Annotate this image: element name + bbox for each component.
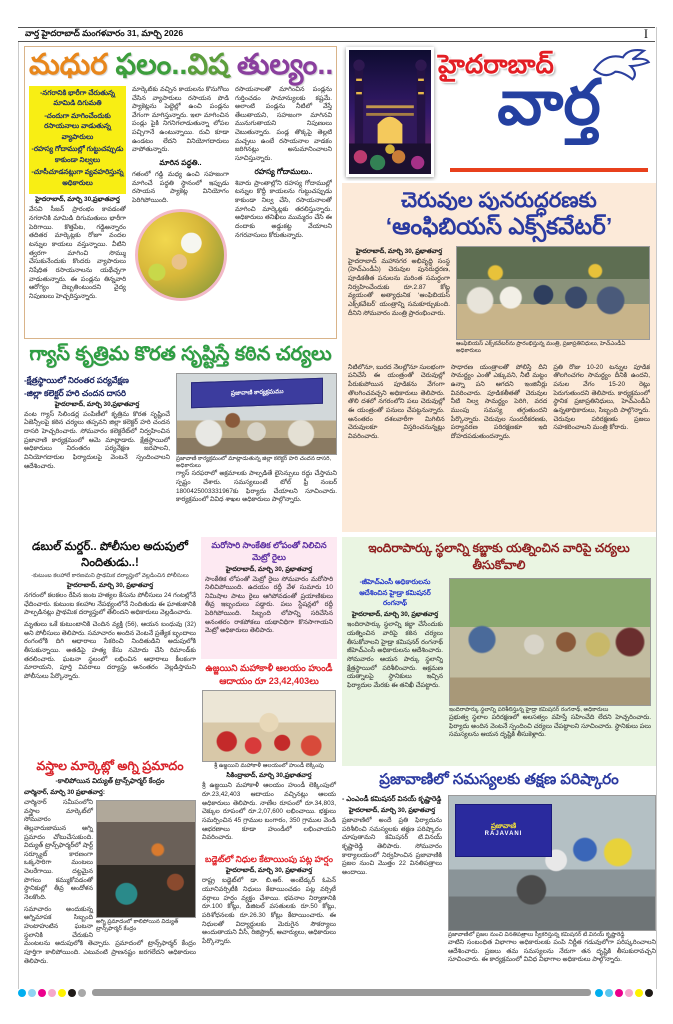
excavator-photo-caption: ఆంఫిబియస్ ఎక్స్‌కవేటర్‌ను ప్రారంభిస్తున్న మంత్రి, ప్రజాప్రతినిధులు, హెచ్ఎండీఏ అధికారులు <box>456 340 626 354</box>
registration-bar <box>92 989 591 996</box>
charminar-night-photo <box>346 47 434 177</box>
fire-body: సమాచారం అందుకున్న అగ్నిమాపక సిబ్బంది హుటాహుటిన ఘటనా స్థలానికి చేరుకుని మంటలను అదుపులోకి తెచ్చారు. ప్రమాదంలో ట్రాన్స్‌ఫార్మర్ కేంద్రం పూర్తిగా కాలిపోయింది. ఎటువంటి ప్రాణనష్టం జరగలేదని అధికారులు తెలిపారు. <box>24 905 196 965</box>
murder-kicker: -కుటుంబ కలహాలే కారణమని ప్రాథమిక దర్యాప్తులో వెల్లడించిన పోలీసులు <box>31 573 189 580</box>
mango-highlight-box <box>29 86 126 195</box>
excavator-launch-photo <box>456 246 650 340</box>
excavator-dateline: హైదరాబాద్, మార్చి 30, ప్రభాతవార్త <box>355 247 443 255</box>
edition-line: వార్త హైదరాబాద్ మంగళవారం 31, మార్చి 2026 <box>25 28 184 38</box>
prajavani-photo-block <box>448 795 656 968</box>
prajavani-photo-caption: ప్రజావాణిలో ప్రజల నుంచి వినతిపత్రాలు స్వీకరిస్తున్న కమిషనర్ టి.వినయ్ కృష్ణారెడ్డి <box>448 932 625 938</box>
indira-headline: ఇందిరాపార్కు స్థలాన్ని కబ్జాకు యత్నించిన వారిపై చర్యలు తీసుకోవాలి <box>368 541 630 572</box>
indira-photo-block <box>449 578 651 743</box>
excavator-body: హైదరాబాద్ మహానగర అభివృద్ధి సంస్థ (హెచ్ఎండీఏ) చెరువుల పునరుద్ధరణ, పూడికతీత పనులను మరింత సమర్థంగా నిర్వహించేందుకు రూ.2.87 కోట్ల వ్యయంతో అత్యాధునిక ‘ఆంఫిబియస్ ఎక్స్‌కవేటర్’ యంత్రాన్ని సమకూర్చుకుంది. దీనిని సోమవారం మంత్రి ప్రారంభించారు. <box>348 257 450 317</box>
murder-body: నగరంలో కలకలం రేపిన జంట హత్యల కేసును పోలీసులు 24 గంటల్లోనే ఛేదించారు. కుటుంబ కలహాల నేపథ్యంలోనే నిందితుడు ఈ ఘాతుకానికి పాల్పడినట్లు ప్రాథమిక దర్యాప్తులో తేలిందని అధికారులు వెల్లడించారు. <box>24 592 196 617</box>
excavator-lead-column <box>348 246 450 360</box>
prajavani-banner: ప్రజావాణి కార్యక్రమము <box>191 377 323 408</box>
masthead-city: హైదరాబాద్ <box>438 49 554 79</box>
excavator-photo-block <box>456 246 650 360</box>
article-fire <box>24 757 196 1007</box>
registration-dot <box>615 989 623 997</box>
mango-bullet: -చందుగా మాగించేందుకు రసాయనాలు వాడుతున్న వ్యాపారులు <box>44 112 111 141</box>
budget-heading: బడ్జెట్‌లో నిధుల కేటాయింపు పట్ల హర్షం <box>205 854 333 864</box>
indira-kicker: ఆదేశించిన హైడ్రా కమిషనర్ రంగనాథ్ <box>359 590 431 608</box>
mango-subhead: మారిన పద్ధతి.. <box>159 158 202 168</box>
print-registration-strip <box>18 987 655 998</box>
mahakali-body: శ్రీ ఉజ్జయిని మహాకాళీ ఆలయం హుండీ లెక్కింపులో రూ.23,42,403 ఆదాయం వచ్చినట్లు ఆలయ అధికారులు తెలిపారు. నాణేల రూపంలో రూ.34,803, చెక్కుల రూపంలో రూ.2,07,600 లభించాయి. భక్తులు సమర్పించిన 45 గ్రాముల బంగారం, 350 గ్రాముల వెండి ఆభరణాలు కూడా హుండీలో లభించాయని వివరించారు. <box>202 782 336 842</box>
registration-dot <box>605 989 613 997</box>
indira-dateline: హైదరాబాద్, మార్చి 30, ప్రభాతవార్త <box>351 611 439 619</box>
article-gas <box>24 342 337 534</box>
prajavani-banner-english: RAJAVANI <box>484 831 523 838</box>
mahakali-photo-caption: శ్రీ ఉజ్జయిని మహాకాళీ ఆలయంలో హుండీ లెక్కింపు <box>214 763 324 770</box>
gas-body: గ్యాస్ సరఫరాలో అక్రమాలకు పాల్పడితే లైసెన్సులు రద్దు చేస్తామని స్పష్టం చేశారు. సమస్యలుంటే టోల్ ఫ్రీ నంబర్ 1800425003331967కు ఫిర్యాదు చేయాలని సూచించారు. కార్యక్రమంలో వివిధ శాఖల అధికారులు పాల్గొన్నారు. <box>176 470 337 504</box>
article-prajavani <box>342 769 656 1006</box>
registration-dot <box>625 989 633 997</box>
registration-dot <box>58 989 66 997</box>
excavator-headline-line1: చెరువుల పునరుద్ధరణకు <box>401 189 597 212</box>
registration-dot <box>68 989 76 997</box>
indira-body: ప్రభుత్వ స్థలాల పరిరక్షణలో అలసత్వం వహిస్తే సహించేది లేదని హెచ్చరించారు. ఫిర్యాదు అందిన వెంటనే స్పందించి చర్యలు చేపట్టాలని సూచించారు. స్థానికులు పలు సమస్యలను ఆయన దృష్టికి తీసుకెళ్లారు. <box>449 714 651 739</box>
excavator-body: ప్రతి రోజు 10-20 టన్నుల పూడిక తొలగించగల సామర్థ్యం దీనికి ఉందని, పనుల వేగం 15-20 రెట్లు పెరుగుతుందని తెలిపారు. కార్యక్రమంలో స్థానిక ప్రజాప్రతినిధులు, హెచ్ఎండీఏ ఉన్నతాధికారులు, సిబ్బంది పాల్గొన్నారు. చెరువుల పరిరక్షణకు ప్రజలు సహకరించాలని మంత్రి కోరారు. <box>553 363 651 432</box>
mango-body: గతంలో గడ్డి మధ్య ఉంచి సహజంగా మాగించే పద్ధతి స్థానంలో ఇప్పుడు రసాయన ప్యాకెట్ల వినియోగం పెరిగిపోయింది. <box>132 171 229 204</box>
mango-body: శివారు ప్రాంతాల్లోని రహస్య గోదాముల్లో టన్నుల కొద్దీ కాయలను గుట్టుచప్పుడు కాకుండా నిల్వ చేసి, రసాయనాలతో మాగించి మార్కెట్లకు తరలిస్తున్నారు. అధికారులు తనిఖీలు ముమ్మరం చేసి ఈ దందాకు అడ్డుకట్ట వేయాలని నగరవాసులు కోరుతున్నారు. <box>235 179 332 239</box>
mango-column-2 <box>132 86 229 331</box>
prajavani-meeting-photo <box>448 795 656 931</box>
gas-meeting-photo <box>176 373 337 455</box>
charminar-illustration <box>349 50 431 174</box>
registration-dot <box>28 989 36 997</box>
gas-body: వంట గ్యాస్ సిలిండర్ల పంపిణీలో కృత్రిమ కొరత సృష్టించే ఏజెన్సీలపై కఠిన చర్యలు తప్పవని జిల్లా కలెక్టర్ హరి చందన దాసరి హెచ్చరించారు. సోమవారం కలెక్టరేట్‌లో నిర్వహించిన ప్రజావాణి కార్యక్రమంలో ఆమె మాట్లాడారు. క్షేత్రస్థాయిలో అధికారులు నిరంతరం పర్యవేక్షణ జరపాలని, వినియోగదారుల ఫిర్యాదులపై వెంటనే స్పందించాలని ఆదేశించారు. <box>24 410 170 470</box>
budget-dateline: హైదరాబాద్, మార్చి 30, ప్రభాతవార్త <box>225 867 313 875</box>
prajavani-kicker: - ఎంఎండీ కమిషనర్ వినయ్ కృష్ణారెడ్డి <box>342 796 442 803</box>
park-inspection-photo <box>449 578 651 706</box>
indira-lead-column <box>347 578 443 743</box>
excavator-body: సాధారణ యంత్రాలతో పోలిస్తే దీని సామర్థ్యం ఎంతో ఎక్కువని, నీటి మట్టం ఉన్నా పని ఆగదని ఇంజినీర్లు వివరించారు. పూడికతీతతో చెరువుల నీటి నిల్వ సామర్థ్యం పెరిగి, వరద ముంపు సమస్య తగ్గుతుందని పేర్కొన్నారు. చెరువుల సుందరీకరణకు, పర్యావరణ పరిరక్షణకూ ఇది దోహదపడుతుందన్నారు. <box>450 363 548 440</box>
excavator-headline-line2: ‘ఆంఫిబియస్ ఎక్స్‌కవేటర్’ <box>385 213 613 240</box>
prajavani-body: వాటిని సంబంధిత విభాగాల అధికారులకు పంపి నిర్ణీత గడువులోగా పరిష్కరించాలని ఆదేశించారు. ప్రజలు తమ సమస్యలను నేరుగా తన దృష్టికి తీసుకురావచ్చని సూచించారు. ఈ కార్యక్రమంలో వివిధ విభాగాల అధికారులు పాల్గొన్నారు. <box>448 939 656 964</box>
article-mango <box>24 46 337 339</box>
fire-photo-caption: అగ్ని ప్రమాదంలో కాలిపోయిన విద్యుత్ ట్రాన్స్‌ఫార్మర్ కేంద్రం <box>96 919 179 933</box>
indira-photo-caption: ఇందిరాపార్కు స్థలాన్ని పరిశీలిస్తున్న హైడ్రా కమిషనర్ రంగనాథ్, అధికారులు <box>449 707 609 713</box>
page-header <box>18 27 655 42</box>
mango-bullet: -చూసీచూడనట్లుగా వ్యవహరిస్తున్న అధికారులు <box>31 169 124 187</box>
prajavani-headline: ప్రజావాణిలో సమస్యలకు తక్షణ పరిష్కారం <box>379 771 619 788</box>
prajavani-body: ప్రజావాణిలో అందే ప్రతి ఫిర్యాదును పరిశీలించి సమస్యలకు తక్షణ పరిష్కారం చూపుతామని కమిషనర్ టి.వినయ్ కృష్ణారెడ్డి తెలిపారు. సోమవారం కార్యాలయంలో నిర్వహించిన ప్రజావాణికి ప్రజల నుంచి మొత్తం 22 వినతిపత్రాలు అందాయి. <box>342 817 442 876</box>
article-budget <box>201 853 337 1005</box>
mango-body: వేసవి సీజన్ ప్రారంభం కావడంతో నగరానికి మామిడి దిగుమతులు భారీగా పెరిగాయి. కొత్తపేట, గడ్డిఅన్నారం తదితర మార్కెట్లకు రోజూ వందల టన్నుల కాయలు వస్తున్నాయి. వీటిని త్వరగా మాగించి సొమ్ము చేసుకునేందుకు కొందరు వ్యాపారులు నిషేధిత రసాయనాలను యథేచ్ఛగా వాడుతున్నారు. ఈ పండ్లను తిన్నవారి ఆరోగ్యం దెబ్బతింటుందని వైద్య నిపుణులు హెచ్చరిస్తున్నారు. <box>29 206 126 300</box>
registration-dot <box>38 989 46 997</box>
registration-dot <box>18 989 26 997</box>
masthead <box>342 44 656 181</box>
metro-dateline: హైదరాబాద్, మార్చి 30, ప్రభాతవార్త <box>225 565 313 573</box>
prajavani-dateline: హైదరాబాద్, మార్చి 30, ప్రభాతవార్త <box>348 807 436 814</box>
mango-hands-photo <box>135 209 227 301</box>
article-murder <box>24 537 196 754</box>
murder-headline: డబుల్ మర్డర్.. పోలీసుల అదుపులో నిందితుడు..! <box>32 541 188 570</box>
gas-dateline: హైదరాబాద్, మార్చి 30,ప్రభాతవార్త <box>54 400 140 408</box>
metro-body: సాంకేతిక లోపంతో మెట్రో రైలు సోమవారం మరోసారి నిలిచిపోయింది. ఉదయం రద్దీ వేళ సుమారు 10 నిమిషాల పాటు రైలు ఆగిపోవడంతో ప్రయాణికులు తీవ్ర ఇబ్బందులు పడ్డారు. పలు స్టేషన్లలో రద్దీ పెరిగిపోయింది. సిబ్బంది లోపాన్ని సరిచేసిన అనంతరం రాకపోకలు యథావిధిగా కొనసాగాయని మెట్రో అధికారులు తెలిపారు. <box>205 575 333 635</box>
registration-dot <box>595 989 603 997</box>
mahakali-dateline: సికింద్రాబాద్, మార్చి 30,ప్రభాతవార్త <box>226 772 312 780</box>
fire-kicker: -కాలిపోయిన విద్యుత్ ట్రాన్స్‌ఫార్మర్ కేంద్రం <box>55 778 165 785</box>
burnt-transformer-photo <box>96 800 196 918</box>
metro-heading: మరోసారి సాంకేతిక లోపంతో నిలిచిన మెట్రో రైలు <box>211 540 327 562</box>
gas-photo-caption: ప్రజావాణి కార్యక్రమంలో మాట్లాడుతున్న జిల్లా కలెక్టర్ హరి చందన దాసరి, అధికారులు <box>176 456 332 470</box>
masthead-underline <box>450 168 648 172</box>
fire-body: చార్మినార్ సమీపంలోని వస్త్రాల మార్కెట్‌లో సోమవారం తెల్లవారుజామున అగ్ని ప్రమాదం చోటుచేసుకుంది. విద్యుత్ ట్రాన్స్‌ఫార్మర్‌లో షార్ట్ సర్క్యూట్ కారణంగా ఒక్కసారిగా మంటలు చెలరేగాయి. దట్టమైన పొగలు కమ్ముకోవడంతో స్థానికుల్లో తీవ్ర ఆందోళన నెలకొంది. <box>24 799 93 902</box>
mango-column-3 <box>235 86 332 331</box>
registration-dot <box>645 989 653 997</box>
fire-dateline: చార్మినార్, మార్చి 30 ప్రభాతవార్త: <box>24 789 105 796</box>
excavator-body: నీటిలోనూ, బురద నేలల్లోనూ సులభంగా పనిచేసే ఈ యంత్రంతో చెరువుల్లో పేరుకుపోయిన పూడికను వేగంగా తొలగించవచ్చని అధికారులు తెలిపారు. తొలి దశలో నగరంలోని పలు చెరువుల్లో ఈ యంత్రంతో పనులు చేపట్టనున్నారు. అనంతరం దశలవారీగా మిగిలిన చెరువులకూ విస్తరించనున్నట్లు వివరించారు. <box>348 363 445 440</box>
article-mahakali <box>201 662 337 850</box>
mango-headline-part: ఫలం.. <box>115 49 188 81</box>
gas-photo-block <box>176 373 337 508</box>
registration-dot <box>48 989 56 997</box>
murder-dateline: హైదరాబాద్, మార్చి 30, ప్రభాతవార్త <box>66 582 154 590</box>
mango-headline-part: మధుర <box>29 49 116 81</box>
mango-dateline: హైదరాబాద్, మార్చి 30,ప్రభాతవార్త <box>35 196 120 204</box>
registration-dot <box>635 989 643 997</box>
prajavani-photo-banner <box>455 804 552 857</box>
fire-headline: వస్త్రాల మార్కెట్లో అగ్ని ప్రమాదం <box>36 759 184 773</box>
mango-subhead: రహస్య గోదాములు.. <box>254 166 313 176</box>
mango-body: మార్కెట్‌కు వచ్చిన కాయలను కొనుగోలు చేసిన వ్యాపారులు రసాయన పొడి ప్యాకెట్లను పెట్టెల్లో ఉంచి పండ్లను వేగంగా మాగిస్తున్నారు. ఇలా మాగించిన పండ్లు పైకి నిగనిగలాడుతున్నా లోపల పచ్చిగానే ఉంటున్నాయి. రుచి కూడా ఉండటం లేదని వినియోగదారులు వాపోతున్నారు. <box>132 85 229 154</box>
gas-headline: గ్యాస్ కృత్రిమ కొరత సృష్టిస్తే కఠిన చర్యలు <box>29 343 332 365</box>
prajavani-lead-column <box>342 795 442 968</box>
mango-bullet: -రహస్య గోదాముల్లో గుట్టుచప్పుడు కాకుండా నిల్వలు <box>31 146 124 164</box>
budget-body: రాష్ట్ర బడ్జెట్‌లో డా. బి.ఆర్. అంబేడ్కర్ ఓపెన్ యూనివర్సిటీకి నిధులు కేటాయించడం పట్ల వర్సిటీ వర్గాలు హర్షం వ్యక్తం చేశాయి. భవనాల నిర్మాణానికి రూ.100 కోట్లు, డిజిటల్ వసతులకు రూ.50 కోట్లు, పరిశోధనలకు రూ.26.30 కోట్లు కేటాయించారు. ఈ నిధులతో విద్యార్థులకు మెరుగైన సౌకర్యాలు అందుతాయని వీసీ, రిజిస్ట్రార్, ఆచార్యులు, అధికారులు పేర్కొన్నారు. <box>202 877 336 945</box>
murder-body: మృతులు ఒకే కుటుంబానికి చెందిన వ్యక్తి (56), ఆయన బంధువు (32) అని పోలీసులు తెలిపారు. సమాచారం అందిన వెంటనే ప్రత్యేక బృందాలు రంగంలోకి దిగి ఆధారాలు సేకరించి నిందితుడిని అదుపులోకి తీసుకున్నాయి. అతడిపై హత్య కేసు నమోదు చేసి రిమాండ్‌కు తరలించారు. ఘటనా స్థలంలో లభించిన ఆధారాలు కీలకంగా మారాయని, పూర్తి వివరాలు దర్యాప్తు అనంతరం వెల్లడిస్తామని పోలీసులు పేర్కొన్నారు. <box>24 621 196 680</box>
masthead-title: వార్త <box>497 68 601 138</box>
article-excavator <box>342 183 656 532</box>
mango-headline-part: తుల్యం.. <box>236 49 334 81</box>
indira-kicker: -జీహెచ్ఎంసీ అధికారులను <box>359 579 431 586</box>
mango-headline <box>29 50 332 82</box>
mahakali-heading: ఉజ్జయిని మహాకాళీ ఆలయం హుండీ ఆదాయం రూ 23,42,403లు <box>205 663 333 687</box>
page-number: I <box>643 27 648 41</box>
mango-column-1 <box>29 86 126 331</box>
article-indira-park <box>342 537 656 766</box>
article-metro <box>201 537 337 659</box>
mango-bullet: -నగరానికి భారీగా చేరుతున్న మామిడి దిగుమతి <box>40 89 115 108</box>
hundi-counting-photo <box>202 690 336 762</box>
prajavani-banner-telugu: ప్రజావాణి <box>490 823 517 831</box>
indira-body: ఇందిరాపార్కు స్థలాన్ని కబ్జా చేసేందుకు యత్నించిన వారిపై కఠిన చర్యలు తీసుకోవాలని హైడ్రా కమిషనర్ రంగనాథ్ జీహెచ్ఎంసీ అధికారులను ఆదేశించారు. సోమవారం ఆయన పార్కు స్థలాన్ని క్షేత్రస్థాయిలో పరిశీలించారు. ఆక్రమణ యత్నాలపై స్థానికులు ఇచ్చిన ఫిర్యాదుల మేరకు ఈ తనిఖీ చేపట్టారు. <box>347 621 443 689</box>
mango-body: రసాయనాలతో మాగించిన పండ్లను గుర్తించడం సామాన్యులకు కష్టమే. అలాంటి పండ్లను నీటిలో వేస్తే తేలుతాయని, సహజంగా మాగినవి మునుగుతాయని నిపుణులు చెబుతున్నారు. పండ్ల తొక్కపై తెల్లటి మచ్చలు ఉంటే రసాయనాల వాడకం జరిగినట్లు అనుమానించాలని సూచిస్తున్నారు. <box>235 85 332 163</box>
mango-headline-part: విష <box>187 49 237 81</box>
registration-dot <box>78 989 86 997</box>
fire-photo-block <box>96 800 196 933</box>
gas-kicker: -క్షేత్రస్థాయిలో నిరంతర పర్యవేక్షణ <box>24 375 129 385</box>
gas-kicker: -జిల్లా కలెక్టర్ హరి చందన దాసరి <box>24 387 126 398</box>
gas-lead-column <box>24 373 170 508</box>
